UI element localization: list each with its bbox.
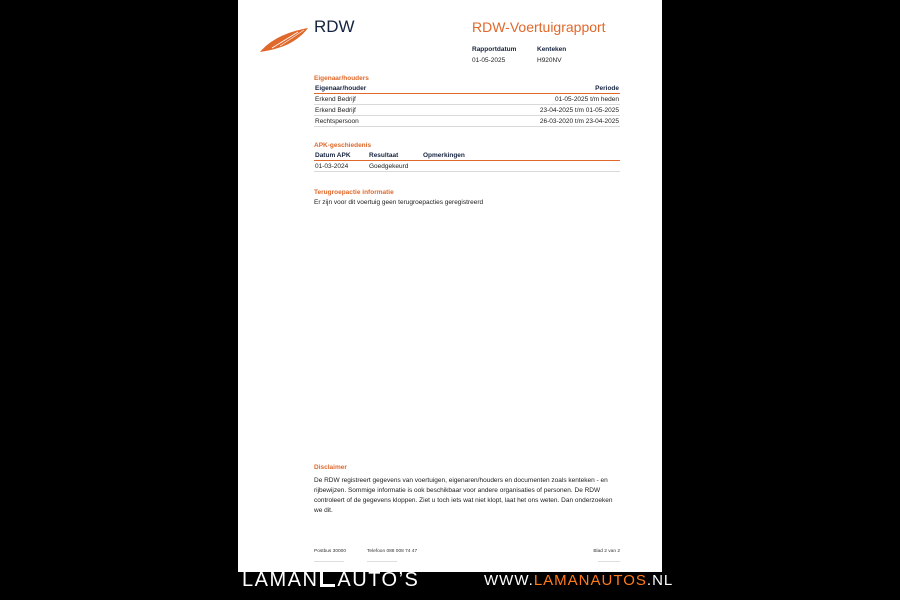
period-column-header: Periode (435, 84, 620, 94)
license-plate-value: H920NV (537, 57, 562, 64)
dealer-logo-part: AUTO’S (337, 569, 420, 591)
footer-faded-line (598, 561, 620, 567)
footer-postbus: Postbus 30000 (314, 549, 347, 554)
period-cell: 01-05-2025 t/m heden (435, 94, 620, 105)
disclaimer-text: De RDW registreert gegevens van voertuigen, eigenaren/houders en documenten zoals kenteken - en rijbewijzen. Sommige informatie is ook beschikbaar voor andere organisaties of personen. De RDW controleert of de gegevens kloppen. Ziet u toch iets wat niet klopt, laat het ons weten. Dan onderzoeken we dit. (314, 477, 613, 514)
apk-header-row (314, 151, 620, 161)
table-row (314, 116, 620, 127)
disclaimer-section-title: Disclaimer (314, 464, 347, 471)
apk-date-cell: 01-03-2024 (314, 161, 368, 172)
apk-remarks-column-header: Opmerkingen (422, 151, 620, 161)
report-date-block (472, 46, 516, 64)
footer-faded-line (314, 561, 344, 567)
dealer-url-part: WWW. (484, 572, 534, 589)
dealer-logo-mark-icon (320, 572, 335, 587)
apk-result-cell: Goedgekeurd (368, 161, 422, 172)
period-cell: 26-03-2020 t/m 23-04-2025 (435, 116, 620, 127)
table-row (314, 161, 620, 172)
apk-table (314, 151, 620, 172)
report-page (238, 0, 662, 572)
apk-result-column-header: Resultaat (368, 151, 422, 161)
report-title: RDW-Voertuigrapport (472, 19, 606, 35)
apk-date-column-header: Datum APK (314, 151, 368, 161)
period-cell: 23-04-2025 t/m 01-05-2025 (435, 105, 620, 116)
owner-cell: Erkend Bedrijf (314, 105, 435, 116)
license-plate-block (537, 46, 566, 64)
license-plate-label: Kenteken (537, 46, 567, 53)
dealer-logo-part: LAMAN (242, 569, 319, 591)
recall-text: Er zijn voor dit voertuig geen terugroepacties geregistreerd (314, 199, 484, 206)
apk-section-title: APK-geschiedenis (314, 142, 372, 149)
brand-name: RDW (314, 17, 355, 36)
footer-page-number: Blad 2 van 2 (593, 549, 620, 554)
dealer-url-part: .NL (646, 572, 674, 589)
rdw-logo-icon (258, 26, 310, 54)
dealer-logo (242, 569, 419, 592)
footer-telephone: Telefoon 088 008 74 47 (367, 549, 418, 554)
owner-column-header: Eigenaar/houder (314, 84, 435, 94)
owner-cell: Rechtspersoon (314, 116, 435, 127)
recall-section-title: Terugroepactie informatie (314, 189, 394, 196)
dealer-url (484, 572, 673, 589)
owner-cell: Erkend Bedrijf (314, 94, 435, 105)
dealer-url-part: LAMANAUTOS (533, 572, 647, 589)
footer-faded-line (367, 561, 397, 567)
table-row (314, 94, 620, 105)
owners-table (314, 84, 620, 127)
report-date-value: 01-05-2025 (472, 57, 506, 64)
table-row (314, 105, 620, 116)
apk-remarks-cell (422, 161, 620, 172)
report-date-label: Rapportdatum (472, 46, 517, 53)
owners-section-title: Eigenaar/houders (314, 75, 369, 82)
owners-header-row (314, 84, 620, 94)
